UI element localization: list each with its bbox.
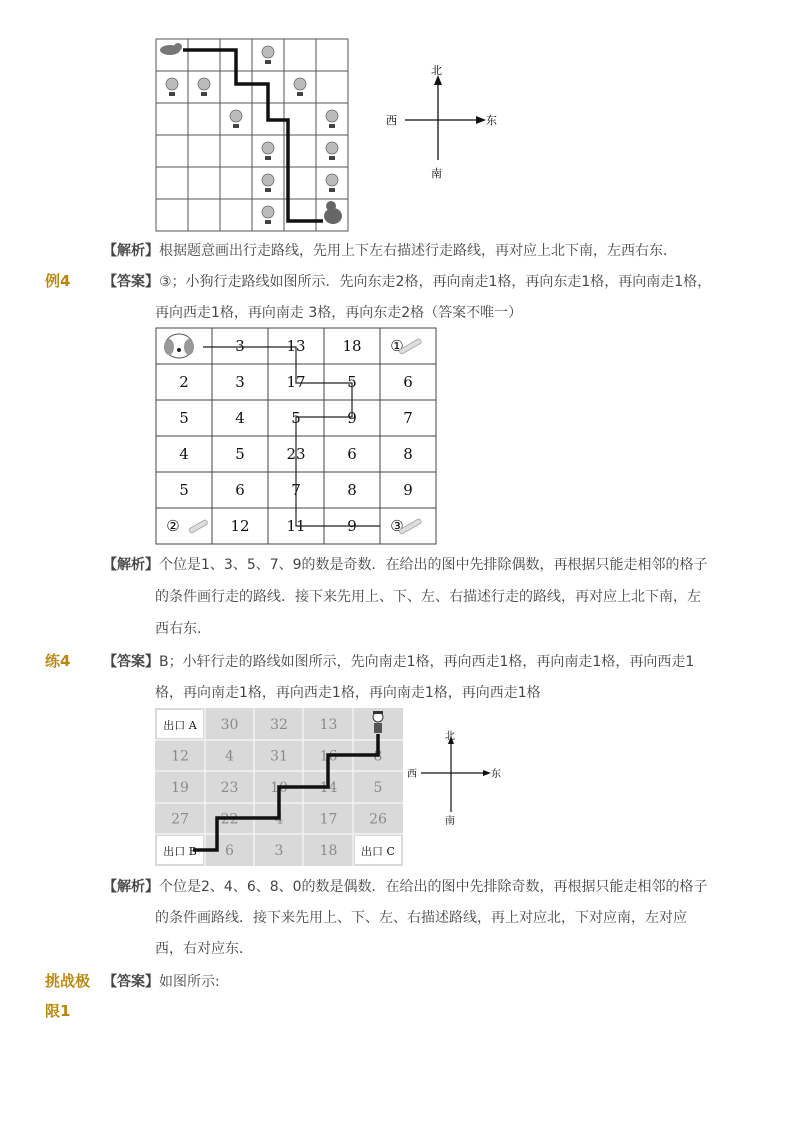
grid-cell-value: 5 [235, 445, 245, 463]
grid-cell-value: 18 [342, 337, 362, 355]
grid-cell-value: 22 [220, 811, 239, 828]
grid-cell-value: 5 [179, 481, 189, 499]
compass-2 [405, 727, 505, 827]
grid-cell-value: 5 [347, 373, 357, 391]
example-4-answer-line2: 再向西走1格，再向南走 3格，再向东走2格（答案不唯一） [155, 305, 523, 321]
grid-cell-value: 4 [225, 748, 234, 765]
grid-cell-value: 8 [373, 748, 383, 765]
grid-cell-value: 6 [347, 445, 357, 463]
grid-cell-value: 7 [403, 409, 413, 427]
grid-cell-value: 19 [171, 780, 189, 796]
grid-cell-value: 6 [403, 373, 413, 391]
compass-1 [380, 60, 500, 185]
grid-cell-value: 6 [225, 843, 234, 859]
exit-label: 出口 A [163, 719, 197, 732]
grid-cell-value: 17 [286, 373, 306, 391]
grid-cell-value: 9 [347, 409, 357, 427]
grid-cell-value: 5 [373, 780, 383, 796]
grid-cell-value: 4 [235, 409, 245, 427]
grid-cell-value: 8 [403, 445, 413, 463]
example-4-analysis-line2: 的条件画行走的路线．接下来先用上、下、左、右描述行走的路线，再对应上北下南，左 [155, 589, 701, 605]
practice-4-grid [155, 708, 405, 868]
grid-cell-value: 12 [230, 517, 250, 535]
grid-cell-value: 12 [171, 748, 189, 765]
grid-cell-value: 23 [286, 445, 306, 463]
challenge-label-line1: 挑战极 [45, 972, 91, 990]
analysis-1: 【解析】根据题意画出行走路线，先用上下左右描述行走路线，再对应上北下南，左西右东． [103, 243, 677, 259]
grid-cell-value: 10 [270, 780, 288, 796]
compass-north-label: 北 [445, 731, 455, 742]
grid-cell-value: 17 [319, 811, 338, 828]
practice-4-analysis-line1: 【解析】个位是2、4、6、8、0的数是偶数．在给出的图中先排除奇数，再根据只能走相邻的格子 [103, 879, 708, 895]
compass-west-label: 西 [407, 769, 417, 780]
grid-cell-value: 3 [274, 843, 284, 859]
grid-cell-value: 9 [347, 517, 357, 535]
challenge-answer: 【答案】如图所示: [103, 974, 220, 990]
grid-cell-value: 14 [319, 780, 338, 796]
grid-cell-value: 5 [291, 409, 301, 427]
grid-cell-value: ③ [390, 517, 404, 535]
challenge-label-line2: 限1 [45, 1002, 71, 1020]
practice-4-answer-line1: 【答案】B；小轩行走的路线如图所示，先向南走1格，再向西走1格，再向南走1格，再向西走1 [103, 654, 695, 670]
grid-cell-value: 4 [179, 445, 189, 463]
example-4-analysis-line3: 西右东． [155, 621, 211, 637]
grid-cell-value: 23 [220, 780, 239, 796]
grid-cell-value: 13 [286, 337, 306, 355]
grid-cell-value: 2 [179, 373, 189, 391]
example-4-answer-line1: 【答案】③；小狗行走路线如图所示．先向东走2格，再向南走1格，再向东走1格，再向南走1格， [103, 274, 712, 290]
grid-cell-value: 32 [270, 717, 288, 733]
grid-cell-value: 8 [347, 481, 357, 499]
grid-cell-value: 7 [291, 481, 301, 499]
exit-label: 出口 C [361, 845, 395, 858]
figure-1-grid [155, 38, 350, 233]
grid-cell-value: 13 [319, 717, 338, 733]
grid-cell-value: ① [390, 337, 404, 355]
grid-cell-value: 6 [235, 481, 245, 499]
compass-east-label: 东 [491, 769, 501, 780]
dog-icon [160, 43, 182, 55]
example-4-grid [155, 327, 440, 547]
example-4-analysis-line1: 【解析】个位是1、3、5、7、9的数是奇数．在给出的图中先排除偶数，再根据只能走相邻的格子 [103, 557, 708, 573]
grid-cell-value: 11 [286, 517, 306, 535]
grid-cell-value: 3 [235, 337, 245, 355]
grid-cell-value: 30 [220, 717, 239, 733]
compass-north-label: 北 [431, 64, 442, 77]
compass-south-label: 南 [445, 816, 455, 827]
grid-cell-value: 3 [235, 373, 245, 391]
compass-east-label: 东 [486, 114, 497, 127]
compass-south-label: 南 [431, 167, 442, 180]
practice-4-label: 练4 [45, 652, 71, 670]
dog-icon [324, 201, 342, 224]
grid-cell-value: 26 [369, 811, 387, 828]
grid-cell-value: 31 [270, 748, 288, 765]
practice-4-answer-line2: 格，再向南走1格，再向西走1格，再向南走1格，再向西走1格 [155, 685, 541, 701]
grid-cell-value: 5 [179, 409, 189, 427]
grid-cell-value: 27 [171, 811, 189, 828]
example-4-label: 例4 [45, 272, 71, 290]
practice-4-analysis-line2: 的条件画路线．接下来先用上、下、左、右描述路线，再上对应北，下对应南，左对应 [155, 910, 687, 926]
compass-west-label: 西 [386, 114, 397, 127]
grid-cell-value: ② [166, 517, 180, 535]
grid-cell-value: 4 [274, 811, 284, 828]
exit-label: 出口 B [163, 845, 197, 858]
dog-icon [164, 334, 194, 358]
grid-cell-value: 16 [319, 748, 338, 765]
practice-4-analysis-line3: 西，右对应东． [155, 941, 253, 957]
grid-cell-value: 18 [319, 843, 338, 859]
grid-cell-value: 9 [403, 481, 413, 499]
